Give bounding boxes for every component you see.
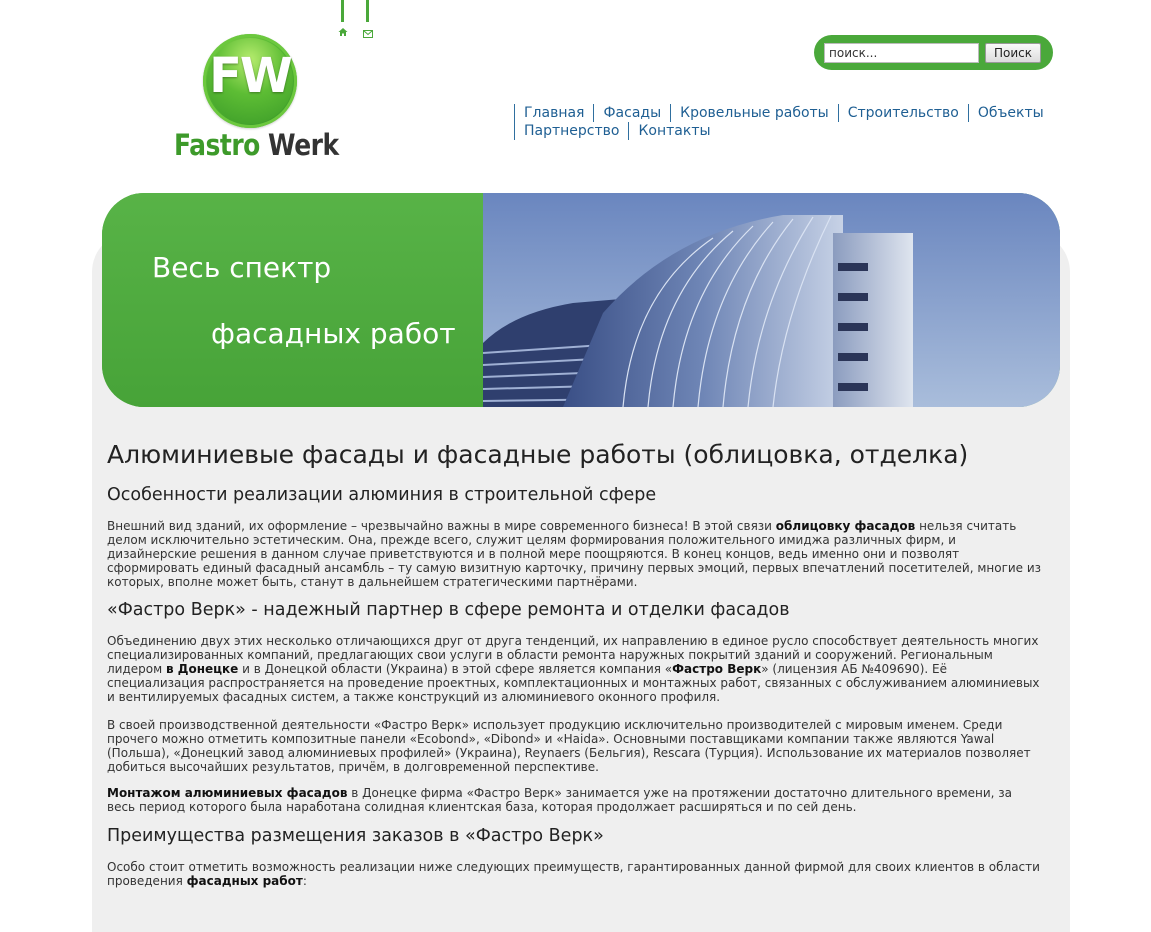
banner-line-2: фасадных работ <box>211 317 456 350</box>
bold-phrase: фасадных работ <box>186 874 303 888</box>
text-span: Объединению двух этих несколько отличающихся друг от друга тенденций, их направлению в единое русло способствует деятельность многих специализированных компаний, предлагающих свои услуги в области ремонта наружных покрытий зданий и сооружений. Региональным лидером <box>107 634 1039 676</box>
search-input[interactable] <box>824 43 979 63</box>
nav-item-facades[interactable]: Фасады <box>593 104 670 122</box>
nav-row-2 <box>514 122 1034 140</box>
banner-line-1: Весь спектр <box>152 251 332 284</box>
hero-banner <box>102 193 1060 407</box>
nav-item-partnership[interactable]: Партнерство <box>514 122 628 140</box>
nav-row-1 <box>514 104 1044 122</box>
nav-item-contacts[interactable]: Контакты <box>628 122 719 140</box>
main-nav <box>514 104 1044 140</box>
text-span: в Донецке фирма «Фастро Верк» занимается уже на протяжении достаточно длительного времени, за весь период которого была наработана солидная клиентская база, которая продолжает расширяться и по сей день. <box>107 786 1013 814</box>
text-span: » (лицензия АБ №409690). Её специализация распространяется на проведение проектных, комплектационных и монтажных работ, связанных с обслуживанием алюминиевых и вентилируемых фасадных систем, а также конструкций из алюминиевого оконного профиля. <box>107 662 1040 704</box>
nav-item-home[interactable]: Главная <box>514 104 593 122</box>
mail-icon[interactable] <box>363 30 373 38</box>
header-icons <box>340 0 380 44</box>
section-2-paragraph-3 <box>107 786 1042 814</box>
nav-item-roofing[interactable]: Кровельные работы <box>670 104 838 122</box>
bold-phrase: Фастро Верк <box>672 662 762 676</box>
search-button[interactable]: Поиск <box>985 43 1041 63</box>
section-heading-3: Преимущества размещения заказов в «Фастро Верк» <box>107 826 604 846</box>
text-span: нельзя считать делом исключительно эстетическим. Она, прежде всего, служит целям формирования положительного имиджа различных фирм, и дизайнерские решения в данном случае приветствуются и в полной мере поощряются. В конец концов, ведь именно они и позволят сформировать единый фасадный ансамбль – ту самую визитную карточку, причину первых эмоций, первых впечатлений посетителей, многие из которых, вполне может быть, станут в дальнейшем стратегическими партнёрами. <box>107 519 1042 589</box>
logo-letters: FW <box>209 48 291 104</box>
building-photo <box>483 193 1060 407</box>
banner-text-area <box>102 193 483 407</box>
section-2-paragraph-1 <box>107 634 1042 704</box>
section-1-paragraph <box>107 519 1042 589</box>
site-logo[interactable] <box>172 34 339 163</box>
section-3-paragraph <box>107 860 1042 888</box>
nav-item-construction[interactable]: Строительство <box>838 104 968 122</box>
page-title: Алюминиевые фасады и фасадные работы (облицовка, отделка) <box>107 440 969 469</box>
logo-emblem <box>203 34 297 128</box>
section-heading-1: Особенности реализации алюминия в строительной сфере <box>107 485 657 505</box>
home-icon[interactable] <box>338 27 348 37</box>
text-span: и в Донецкой области (Украина) в этой сфере является компания « <box>238 662 673 676</box>
text-span: Особо стоит отметить возможность реализации ниже следующих преимуществ, гарантированных данной фирмой для своих клиентов в области проведения <box>107 860 1040 888</box>
logo-wordmark <box>174 128 339 163</box>
text-span: : <box>302 874 307 888</box>
decor-line <box>341 0 344 22</box>
nav-item-objects[interactable]: Объекты <box>968 104 1053 122</box>
logo-word-2: Werk <box>268 128 339 163</box>
bold-phrase: Монтажом алюминиевых фасадов <box>107 786 348 800</box>
search-box <box>814 35 1053 70</box>
decor-line <box>366 0 369 22</box>
logo-word-1: Fastro <box>174 128 260 163</box>
article <box>107 438 1042 888</box>
bold-phrase: облицовку фасадов <box>775 519 916 533</box>
section-2-paragraph-2: В своей производственной деятельности «Фастро Верк» использует продукцию исключительно производителей с мировым именем. Среди прочего можно отметить композитные панели «Ecobond», «Dibond» и «Haida». Основными поставщиками компании также являются Yawal (Польша), «Донецкий завод алюминиевых профилей» (Украина), Reynaers (Бельгия), Rescara (Турция). Использование их материалов позволяет добиться высочайших результатов, причём, в долговременной перспективе. <box>107 718 1031 774</box>
section-heading-2: «Фастро Верк» - надежный партнер в сфере ремонта и отделки фасадов <box>107 600 790 620</box>
text-span: Внешний вид зданий, их оформление – чрезвычайно важны в мире современного бизнеса! В этой связи <box>107 519 776 533</box>
bold-phrase: в Донецке <box>165 662 239 676</box>
